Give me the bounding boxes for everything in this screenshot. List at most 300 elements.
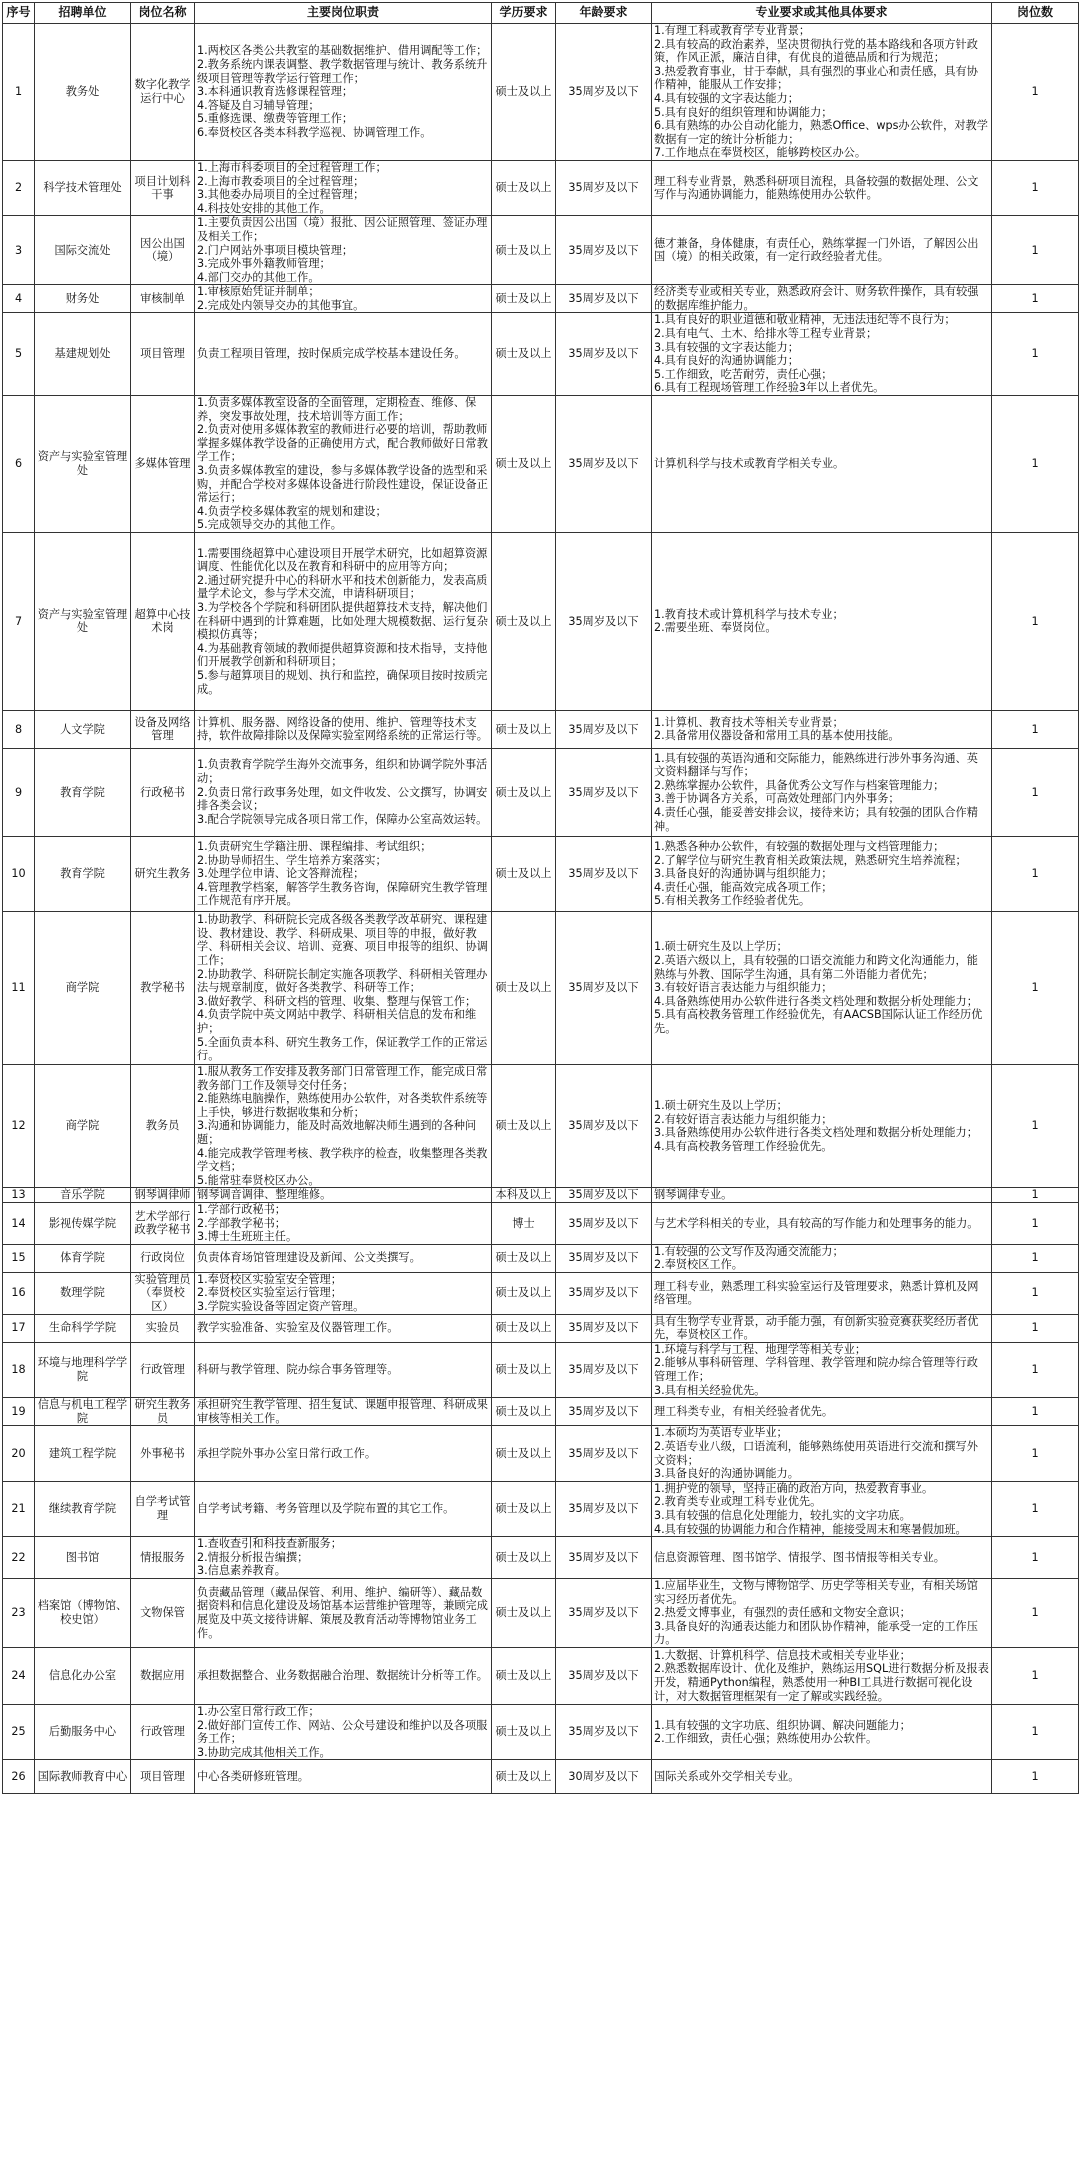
cell-position: 多媒体管理: [131, 396, 195, 533]
table-row: [3, 1342, 1079, 1397]
cell-education: 硕士及以上: [492, 216, 556, 285]
cell-duties-line: 3.配合学院领导完成各项日常工作，保障办公室高效运转。: [197, 812, 488, 826]
cell-requirements: [652, 1202, 992, 1244]
cell-age: 35周岁及以下: [556, 532, 652, 710]
cell-duties-line: 4.为基础教育领域的教师提供超算资源和技术指导，支持他们开展教学创新和科研项目；: [197, 641, 488, 669]
cell-duties-line: 2.协助导师招生、学生培养方案落实；: [197, 853, 387, 867]
cell-no: 12: [3, 1064, 35, 1187]
cell-education: 硕士及以上: [492, 285, 556, 313]
cell-duties-line: 5.参与超算项目的规划、执行和监控，确保项目按时按质完成。: [197, 669, 488, 696]
cell-age: 35周岁及以下: [556, 710, 652, 748]
cell-education: 硕士及以上: [492, 1244, 556, 1272]
cell-position: 行政秘书: [131, 748, 195, 836]
cell-requirements-line: 2.教育类专业或理工科专业优先。: [654, 1495, 822, 1509]
cell-requirements-line: 1.大数据、计算机科学、信息技术或相关专业毕业；: [654, 1648, 911, 1662]
cell-duties-line: 1.审核原始凭证并制单；: [197, 285, 320, 299]
cell-count: 1: [992, 1244, 1079, 1272]
cell-duties-line: 1.负责研究生学籍注册、课程编排、考试组织；: [197, 839, 432, 853]
cell-no: 1: [3, 24, 35, 161]
cell-duties: [195, 532, 492, 710]
cell-age: 35周岁及以下: [556, 216, 652, 285]
cell-requirements-line: 1.应届毕业生，文物与博物馆学、历史学等相关专业，有相关场馆实习经历者优先。: [654, 1578, 978, 1606]
cell-duties-line: 1.服从教务工作安排及教务部门日常管理工作，能完成日常教务部门工作及领导交付任务；: [197, 1064, 488, 1092]
cell-unit: 财务处: [35, 285, 131, 313]
cell-education: 硕士及以上: [492, 1398, 556, 1426]
cell-duties-line: 1.办公室日常行政工作；: [197, 1704, 320, 1718]
cell-requirements-line: 2.能够从事科研管理、学科管理、教学管理和院办综合管理等行政管理工作；: [654, 1356, 978, 1384]
cell-age: 35周岁及以下: [556, 285, 652, 313]
cell-no: 11: [3, 911, 35, 1064]
cell-requirements-line: 4.责任心强，能高效完成各项工作；: [654, 880, 833, 894]
cell-requirements-line: 4.具有较强的协调能力和合作精神，能接受周末和寒暑假加班。: [654, 1522, 967, 1536]
cell-education: 硕士及以上: [492, 24, 556, 161]
cell-requirements: [652, 1537, 992, 1579]
cell-requirements-line: 钢琴调律专业。: [654, 1188, 733, 1202]
cell-requirements-line: 具有生物学专业背景，动手能力强，有创新实验竞赛获奖经历者优先，奉贤校区工作。: [654, 1314, 979, 1342]
cell-count: 1: [992, 911, 1079, 1064]
cell-unit: 生命科学学院: [35, 1314, 131, 1342]
cell-requirements-line: 1.拥护党的领导，坚持正确的政治方向，热爱教育事业。: [654, 1481, 934, 1495]
cell-requirements: [652, 285, 992, 313]
cell-requirements-line: 1.具有良好的职业道德和敬业精神，无违法违纪等不良行为；: [654, 313, 956, 327]
cell-education: 硕士及以上: [492, 1314, 556, 1342]
cell-duties-line: 3.处理学位申请、论文答辩流程；: [197, 867, 365, 881]
cell-requirements-line: 1.环境与科学与工程、地理学等相关专业；: [654, 1342, 867, 1356]
cell-education: 硕士及以上: [492, 313, 556, 396]
cell-age: 35周岁及以下: [556, 1426, 652, 1481]
cell-duties-line: 3.负责多媒体教室的建设，参与多媒体教学设备的选型和采购，并配合学校对多媒体设备进行阶段性建设，保证设备正常运行；: [197, 464, 488, 505]
cell-age: 35周岁及以下: [556, 160, 652, 215]
cell-duties-line: 1.查收查引和科技查新服务；: [197, 1537, 342, 1551]
cell-unit: 继续教育学院: [35, 1481, 131, 1536]
cell-age: 35周岁及以下: [556, 1578, 652, 1647]
cell-position: 研究生教务: [131, 836, 195, 911]
cell-requirements: [652, 1426, 992, 1481]
header-count: 岗位数: [992, 3, 1079, 24]
cell-position: 行政管理: [131, 1342, 195, 1397]
cell-duties: [195, 160, 492, 215]
cell-unit: 国际交流处: [35, 216, 131, 285]
cell-duties-line: 3.完成外事外籍教师管理；: [197, 257, 331, 271]
cell-duties-line: 2.学部教学秘书；: [197, 1216, 286, 1230]
cell-requirements-line: 2.热爱文博事业，有强烈的责任感和文物安全意识；: [654, 1606, 911, 1620]
cell-requirements-line: 1.具有较强的文字功底、组织协调、解决问题能力；: [654, 1718, 911, 1732]
cell-education: 硕士及以上: [492, 710, 556, 748]
cell-unit: 档案馆（博物馆、校史馆）: [35, 1578, 131, 1647]
recruitment-table: [2, 2, 1079, 1794]
cell-duties-line: 4.部门交办的其他工作。: [197, 270, 320, 284]
cell-duties-line: 科研与教学管理、院办综合事务管理等。: [197, 1363, 399, 1377]
cell-duties-line: 3.协助完成其他相关工作。: [197, 1745, 331, 1759]
table-row: [3, 216, 1079, 285]
cell-duties: [195, 748, 492, 836]
cell-position: 项目计划科干事: [131, 160, 195, 215]
cell-age: 35周岁及以下: [556, 836, 652, 911]
cell-requirements: [652, 532, 992, 710]
cell-duties-line: 负责藏品管理（藏品保管、利用、维护、编研等）、藏品数据资料和信息化建设及场馆基本运营维护管理等，兼顾完成展览及中英文接待讲解、策展及教育活动等博物馆业务工作。: [197, 1585, 488, 1640]
table-row: [3, 1537, 1079, 1579]
cell-position: 审核制单: [131, 285, 195, 313]
cell-duties-line: 1.负责教育学院学生海外交流事务，组织和协调学院外事活动；: [197, 758, 488, 786]
cell-duties-line: 2.上海市教委项目的全过程管理；: [197, 174, 365, 188]
cell-duties-line: 1.奉贤校区实验室安全管理；: [197, 1272, 342, 1286]
cell-requirements-line: 6.具有熟练的办公自动化能力，熟悉Office、wps办公软件，对教学数据有一定的统计分析能力；: [654, 119, 988, 146]
cell-position: 外事秘书: [131, 1426, 195, 1481]
cell-duties: [195, 1202, 492, 1244]
cell-count: 1: [992, 1064, 1079, 1187]
table-row: [3, 1426, 1079, 1481]
cell-requirements: [652, 1398, 992, 1426]
cell-age: 35周岁及以下: [556, 313, 652, 396]
table-row: [3, 1314, 1079, 1342]
cell-age: 35周岁及以下: [556, 911, 652, 1064]
cell-position: 项目管理: [131, 1760, 195, 1794]
cell-duties: [195, 1188, 492, 1203]
cell-requirements-line: 5.工作细致，吃苦耐劳，责任心强；: [654, 367, 833, 381]
cell-no: 16: [3, 1272, 35, 1314]
cell-age: 35周岁及以下: [556, 396, 652, 533]
cell-requirements-line: 2.具有较高的政治素养，坚决贯彻执行党的基本路线和各项方针政策，作风正派，廉洁自律，有优良的道德品质和行为规范；: [654, 37, 978, 65]
cell-count: 1: [992, 1537, 1079, 1579]
cell-requirements-line: 2.熟练掌握办公软件，具备优秀公文写作与档案管理能力；: [654, 778, 945, 792]
cell-duties-line: 3.信息素养教育。: [197, 1564, 286, 1578]
cell-requirements: [652, 216, 992, 285]
cell-requirements-line: 2.奉贤校区工作。: [654, 1258, 743, 1272]
cell-duties: [195, 396, 492, 533]
cell-duties: [195, 1760, 492, 1794]
cell-duties: [195, 1578, 492, 1647]
cell-position: 设备及网络管理: [131, 710, 195, 748]
cell-duties: [195, 1426, 492, 1481]
cell-count: 1: [992, 216, 1079, 285]
cell-requirements: [652, 1064, 992, 1187]
cell-count: 1: [992, 710, 1079, 748]
cell-requirements-line: 2.熟悉数据库设计、优化及维护，熟练运用SQL进行数据分析及报表开发，精通Python编程，熟悉使用一种BI工具进行数据可视化设计，对大数据管理框架有一定了解或实践经验。: [654, 1662, 989, 1703]
cell-unit: 影视传媒学院: [35, 1202, 131, 1244]
table-row: [3, 710, 1079, 748]
cell-requirements-line: 1.有较强的公文写作及沟通交流能力；: [654, 1244, 844, 1258]
cell-count: 1: [992, 836, 1079, 911]
cell-age: 35周岁及以下: [556, 748, 652, 836]
cell-no: 9: [3, 748, 35, 836]
cell-duties-line: 教学实验准备、实验室及仪器管理工作。: [197, 1321, 399, 1335]
cell-duties-line: 2.协助教学、科研院长制定实施各项教学、科研相关管理办法与规章制度，做好各类教学、科研等工作；: [197, 967, 488, 995]
cell-requirements-line: 3.具备良好的沟通表达能力和团队协作精神，能承受一定的工作压力。: [654, 1619, 978, 1647]
cell-age: 35周岁及以下: [556, 1272, 652, 1314]
cell-duties-line: 2.门户网站外事项目模块管理；: [197, 243, 354, 257]
cell-age: 35周岁及以下: [556, 1314, 652, 1342]
cell-duties-line: 中心各类研修班管理。: [197, 1769, 309, 1783]
cell-requirements-line: 2.有较好语言表达能力与组织能力；: [654, 1112, 833, 1126]
cell-duties: [195, 836, 492, 911]
cell-count: 1: [992, 1704, 1079, 1759]
cell-no: 26: [3, 1760, 35, 1794]
cell-position: 因公出国（境）: [131, 216, 195, 285]
cell-duties-line: 3.为学校各个学院和科研团队提供超算技术支持，解决他们在科研中遇到的计算难题，比如处理大规模数据、运行复杂模拟仿真等；: [197, 601, 488, 642]
cell-requirements-line: 5.有相关教务工作经验者优先。: [654, 894, 811, 908]
cell-requirements-line: 3.具备熟练使用办公软件进行各类文档处理和数据分析处理能力；: [654, 1126, 978, 1140]
cell-no: 6: [3, 396, 35, 533]
cell-education: 硕士及以上: [492, 1481, 556, 1536]
cell-unit: 商学院: [35, 911, 131, 1064]
header-no: 序号: [3, 3, 35, 24]
cell-age: 35周岁及以下: [556, 1647, 652, 1704]
cell-unit: 教育学院: [35, 836, 131, 911]
cell-age: 35周岁及以下: [556, 1244, 652, 1272]
cell-requirements: [652, 710, 992, 748]
cell-duties-line: 自学考试考籍、考务管理以及学院布置的其它工作。: [197, 1502, 455, 1516]
cell-duties-line: 4.管理教学档案，解答学生教务咨询，保障研究生教学管理工作规范有序开展。: [197, 880, 488, 908]
header-duties: 主要岗位职责: [195, 3, 492, 24]
cell-requirements-line: 1.教育技术或计算机科学与技术专业；: [654, 607, 844, 621]
cell-count: 1: [992, 1188, 1079, 1203]
cell-position: 教学秘书: [131, 911, 195, 1064]
cell-duties-line: 2.做好部门宣传工作、网站、公众号建设和维护以及各项服务工作；: [197, 1718, 488, 1746]
cell-position: 艺术学部行政教学秘书: [131, 1202, 195, 1244]
cell-education: 硕士及以上: [492, 1578, 556, 1647]
cell-duties-line: 4.负责学院中英文网站中教学、科研相关信息的发布和维护；: [197, 1008, 477, 1035]
cell-education: 硕士及以上: [492, 1272, 556, 1314]
cell-unit: 基建规划处: [35, 313, 131, 396]
cell-no: 2: [3, 160, 35, 215]
cell-duties-line: 2.教务系统内课表调整、教学数据管理与统计、教务系统升级项目管理等教学运行管理工作；: [197, 57, 488, 85]
cell-education: 硕士及以上: [492, 748, 556, 836]
cell-requirements-line: 计算机科学与技术或教育学相关专业。: [654, 457, 845, 471]
cell-duties: [195, 911, 492, 1064]
table-row: [3, 1188, 1079, 1203]
cell-requirements-line: 信息资源管理、图书馆学、情报学、图书情报等相关专业。: [654, 1550, 945, 1564]
cell-no: 4: [3, 285, 35, 313]
cell-no: 3: [3, 216, 35, 285]
cell-no: 25: [3, 1704, 35, 1759]
cell-requirements: [652, 748, 992, 836]
cell-count: 1: [992, 748, 1079, 836]
cell-education: 硕士及以上: [492, 1704, 556, 1759]
table-row: [3, 1244, 1079, 1272]
cell-education: 硕士及以上: [492, 396, 556, 533]
cell-requirements-line: 3.具有相关经验优先。: [654, 1383, 766, 1397]
table-row: [3, 313, 1079, 396]
cell-duties: [195, 1314, 492, 1342]
cell-duties: [195, 1398, 492, 1426]
cell-duties: [195, 1537, 492, 1579]
cell-duties-line: 5.全面负责本科、研究生教务工作，保证教学工作的正常运行。: [197, 1035, 488, 1063]
cell-duties-line: 2.负责日常行政事务处理，如文件收发、公文撰写，协调安排各类会议；: [197, 785, 488, 813]
cell-education: 硕士及以上: [492, 1342, 556, 1397]
cell-requirements: [652, 836, 992, 911]
header-education: 学历要求: [492, 3, 556, 24]
cell-requirements-line: 2.需要坐班、奉贤岗位。: [654, 621, 777, 635]
cell-unit: 科学技术管理处: [35, 160, 131, 215]
cell-duties-line: 1.上海市科委项目的全过程管理工作；: [197, 160, 387, 174]
cell-duties-line: 3.沟通和协调能力，能及时高效地解决师生遇到的各种问题；: [197, 1119, 477, 1146]
cell-age: 35周岁及以下: [556, 1342, 652, 1397]
cell-position: 实验管理员（奉贤校区）: [131, 1272, 195, 1314]
cell-unit: 建筑工程学院: [35, 1426, 131, 1481]
cell-duties-line: 4.能完成教学管理考核、教学秩序的检查，收集整理各类教学文档；: [197, 1146, 488, 1174]
cell-requirements-line: 2.英语专业八级，口语流利，能够熟练使用英语进行交流和撰写外文资料；: [654, 1440, 978, 1467]
cell-requirements-line: 3.热爱教育事业，甘于奉献，具有强烈的事业心和责任感，具有协作精神，能服从工作安排；: [654, 64, 978, 92]
cell-no: 19: [3, 1398, 35, 1426]
table-row: [3, 285, 1079, 313]
cell-duties: [195, 1481, 492, 1536]
cell-age: 35周岁及以下: [556, 1398, 652, 1426]
table-row: [3, 396, 1079, 533]
cell-duties-line: 3.学院实验设备等固定资产管理。: [197, 1300, 365, 1314]
cell-age: 35周岁及以下: [556, 1537, 652, 1579]
cell-requirements: [652, 1481, 992, 1536]
cell-requirements-line: 7.工作地点在奉贤校区，能够跨校区办公。: [654, 146, 867, 160]
cell-duties-line: 3.博士生班班主任。: [197, 1230, 298, 1244]
cell-duties-line: 2.负责对使用多媒体教室的教师进行必要的培训，帮助教师掌握多媒体教学设备的正确使用方式，配合教师做好日常教学工作；: [197, 423, 488, 464]
cell-requirements-line: 3.具备良好的沟通协调与组织能力；: [654, 867, 833, 881]
table-row: [3, 911, 1079, 1064]
cell-requirements-line: 3.具有较强的文字表达能力；: [654, 340, 799, 354]
cell-duties-line: 2.通过研究提升中心的科研水平和技术创新能力，发表高质量学术论文，参与学术交流，申请科研项目；: [197, 573, 488, 601]
cell-requirements: [652, 1760, 992, 1794]
cell-duties: [195, 1704, 492, 1759]
cell-position: 数据应用: [131, 1647, 195, 1704]
cell-duties: [195, 710, 492, 748]
cell-position: 行政岗位: [131, 1244, 195, 1272]
cell-education: 硕士及以上: [492, 1537, 556, 1579]
table-row: [3, 1272, 1079, 1314]
cell-no: 5: [3, 313, 35, 396]
cell-requirements-line: 3.有较好语言表达能力与组织能力；: [654, 981, 833, 995]
cell-unit: 国际教师教育中心: [35, 1760, 131, 1794]
cell-requirements-line: 理工科专业，熟悉理工科实验室运行及管理要求，熟悉计算机及网络管理。: [654, 1279, 979, 1307]
cell-age: 35周岁及以下: [556, 1202, 652, 1244]
table-row: [3, 532, 1079, 710]
cell-education: 硕士及以上: [492, 911, 556, 1064]
cell-requirements-line: 1.有理工科或教育学专业背景；: [654, 24, 811, 37]
cell-no: 17: [3, 1314, 35, 1342]
header-position: 岗位名称: [131, 3, 195, 24]
cell-age: 35周岁及以下: [556, 1481, 652, 1536]
cell-duties: [195, 24, 492, 161]
cell-requirements-line: 6.具有工程现场管理工作经验3年以上者优先。: [654, 381, 885, 395]
cell-no: 24: [3, 1647, 35, 1704]
cell-count: 1: [992, 1760, 1079, 1794]
cell-education: 硕士及以上: [492, 1647, 556, 1704]
cell-requirements-line: 国际关系或外交学相关专业。: [654, 1769, 800, 1783]
cell-count: 1: [992, 1481, 1079, 1536]
cell-requirements-line: 经济类专业或相关专业，熟悉政府会计、财务软件操作，具有较强的数据库维护能力。: [654, 285, 979, 312]
cell-requirements: [652, 313, 992, 396]
cell-duties-line: 承担数据整合、业务数据融合治理、数据统计分析等工作。: [197, 1669, 488, 1683]
cell-unit: 体育学院: [35, 1244, 131, 1272]
cell-requirements-line: 2.了解学位与研究生教育相关政策法规，熟悉研究生培养流程；: [654, 853, 967, 867]
cell-requirements: [652, 911, 992, 1064]
cell-duties-line: 1.协助教学、科研院长完成各级各类教学改革研究、课程建设、教材建设、教学、科研成果、项目等的申报，做好教学、科研相关会议、培训、竞赛、项目申报等的组织、协调工作；: [197, 913, 488, 967]
cell-unit: 商学院: [35, 1064, 131, 1187]
cell-unit: 环境与地理科学学院: [35, 1342, 131, 1397]
cell-no: 13: [3, 1188, 35, 1203]
table-row: [3, 1647, 1079, 1704]
cell-age: 35周岁及以下: [556, 1704, 652, 1759]
cell-requirements-line: 1.计算机、教育技术等相关专业背景；: [654, 715, 844, 729]
cell-duties-line: 2.完成处内领导交办的其他事宜。: [197, 298, 365, 312]
cell-count: 1: [992, 160, 1079, 215]
cell-duties-line: 负责体育场馆管理建设及新闻、公文类撰写。: [197, 1251, 421, 1265]
cell-age: 35周岁及以下: [556, 1064, 652, 1187]
cell-count: 1: [992, 1342, 1079, 1397]
header-unit: 招聘单位: [35, 3, 131, 24]
cell-position: 行政管理: [131, 1704, 195, 1759]
table-row: [3, 160, 1079, 215]
cell-position: 超算中心技术岗: [131, 532, 195, 710]
table-row: [3, 1398, 1079, 1426]
cell-requirements-line: 2.具有电气、土木、给排水等工程专业背景；: [654, 327, 878, 341]
cell-requirements-line: 德才兼备，身体健康，有责任心，熟练掌握一门外语，了解因公出国（境）的相关政策，有一定行政经验者尤佳。: [654, 236, 979, 264]
cell-requirements: [652, 1704, 992, 1759]
cell-count: 1: [992, 396, 1079, 533]
cell-duties-line: 1.需要围绕超算中心建设项目开展学术研究，比如超算资源调度、性能优化以及在教育和科研中的应用等方向；: [197, 546, 488, 574]
table-row: [3, 836, 1079, 911]
cell-duties-line: 6.奉贤校区各类本科教学巡视、协调管理工作。: [197, 125, 432, 139]
cell-education: 硕士及以上: [492, 1064, 556, 1187]
cell-requirements-line: 1.熟悉各种办公软件，有较强的数据处理与文档管理能力；: [654, 839, 945, 853]
table-row: [3, 748, 1079, 836]
cell-count: 1: [992, 285, 1079, 313]
cell-duties-line: 4.答疑及自习辅导管理；: [197, 98, 320, 112]
cell-requirements-line: 2.具备常用仪器设备和常用工具的基本使用技能。: [654, 729, 900, 743]
cell-duties: [195, 285, 492, 313]
cell-duties-line: 计算机、服务器、网络设备的使用、维护、管理等技术支持，软件故障排除以及保障实验室网络系统的正常运行等。: [197, 715, 488, 743]
cell-no: 20: [3, 1426, 35, 1481]
cell-position: 数字化教学运行中心: [131, 24, 195, 161]
cell-count: 1: [992, 1398, 1079, 1426]
cell-unit: 音乐学院: [35, 1188, 131, 1203]
cell-requirements-line: 1.硕士研究生及以上学历；: [654, 940, 788, 954]
cell-unit: 数理学院: [35, 1272, 131, 1314]
cell-no: 22: [3, 1537, 35, 1579]
cell-duties: [195, 313, 492, 396]
cell-requirements-line: 1.具有较强的英语沟通和交际能力，能熟练进行涉外事务沟通、英文资料翻译与写作；: [654, 751, 978, 779]
cell-age: 30周岁及以下: [556, 1760, 652, 1794]
cell-duties: [195, 1244, 492, 1272]
cell-position: 自学考试管理: [131, 1481, 195, 1536]
cell-duties-line: 1.学部行政秘书；: [197, 1202, 286, 1216]
cell-requirements: [652, 1314, 992, 1342]
cell-unit: 教育学院: [35, 748, 131, 836]
table-row: [3, 1704, 1079, 1759]
cell-requirements-line: 2.工作细致，责任心强；熟练使用办公软件。: [654, 1732, 878, 1746]
cell-position: 情报服务: [131, 1537, 195, 1579]
cell-requirements: [652, 1244, 992, 1272]
cell-education: 博士: [492, 1202, 556, 1244]
cell-duties: [195, 1342, 492, 1397]
cell-requirements: [652, 1188, 992, 1203]
cell-duties-line: 5.能常驻奉贤校区办公。: [197, 1173, 320, 1187]
cell-requirements: [652, 1272, 992, 1314]
cell-unit: 后勤服务中心: [35, 1704, 131, 1759]
header-requirements: 专业要求或其他具体要求: [652, 3, 992, 24]
cell-duties-line: 2.情报分析报告编撰；: [197, 1550, 309, 1564]
cell-position: 研究生教务员: [131, 1398, 195, 1426]
cell-duties-line: 承担学院外事办公室日常行政工作。: [197, 1446, 377, 1460]
cell-duties-line: 3.其他委办局项目的全过程管理；: [197, 188, 365, 202]
cell-count: 1: [992, 1202, 1079, 1244]
cell-duties-line: 1.负责多媒体教室设备的全面管理，定期检查、维修、保养，突发事故处理，技术培训等方面工作；: [197, 396, 477, 423]
table-row: [3, 1578, 1079, 1647]
cell-duties-line: 钢琴调音调律、整理维修。: [197, 1188, 332, 1202]
cell-duties-line: 3.本科通识教育选修课程管理；: [197, 85, 354, 99]
cell-position: 实验员: [131, 1314, 195, 1342]
cell-duties-line: 承担研究生教学管理、招生复试、课题申报管理、科研成果审核等相关工作。: [197, 1398, 488, 1425]
cell-requirements: [652, 24, 992, 161]
cell-duties-line: 4.负责学校多媒体教室的规划和建设；: [197, 504, 387, 518]
